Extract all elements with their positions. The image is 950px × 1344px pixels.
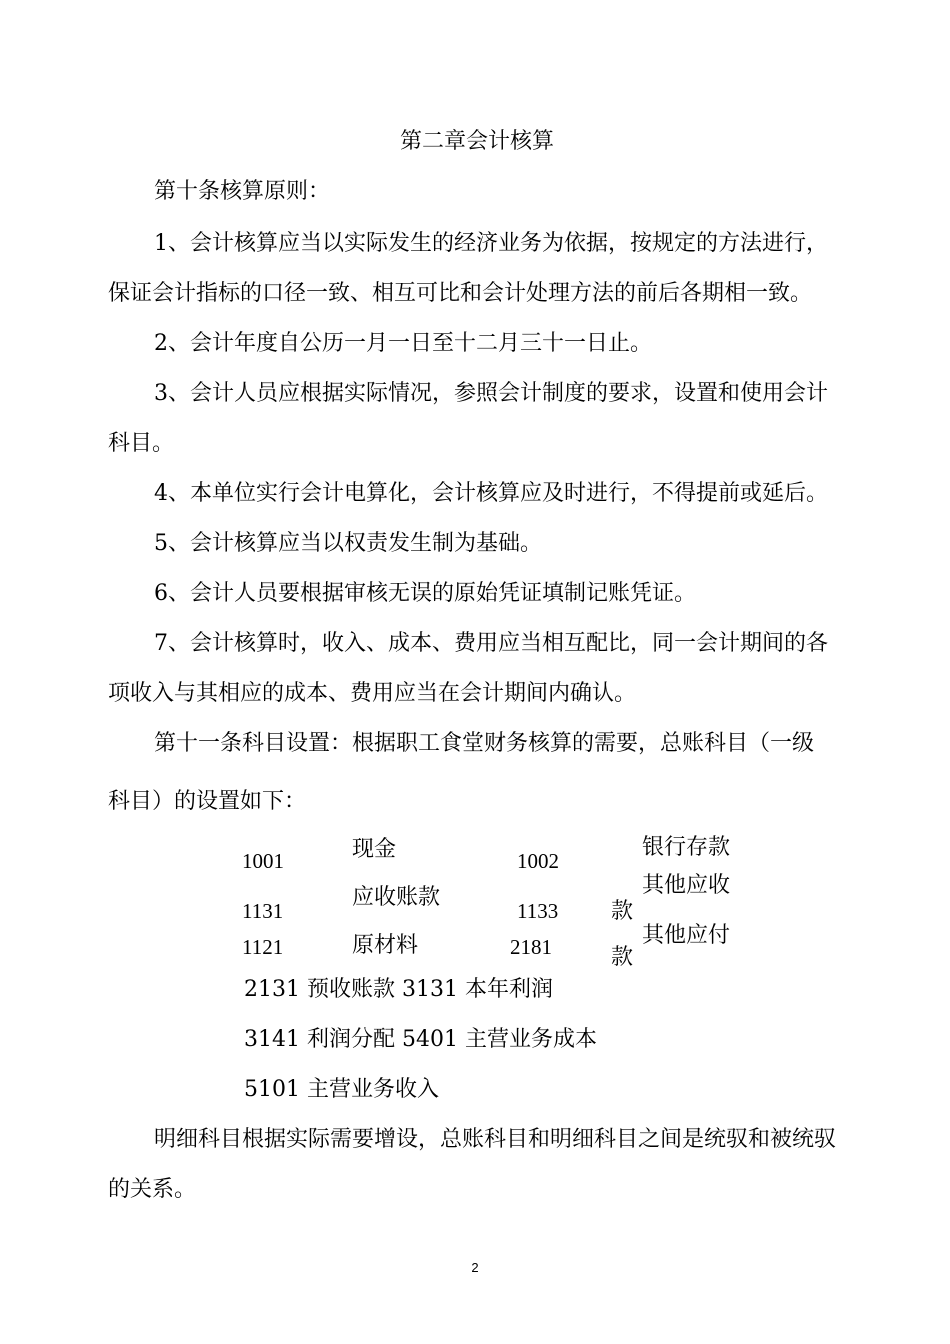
account-name-other-payable: 其他应付: [642, 923, 731, 948]
account-code-2181: 2181: [510, 935, 552, 959]
account-line-3141-5401: 3141 利润分配 5401 主营业务成本: [244, 1027, 597, 1052]
account-name-fragment: 款: [611, 899, 634, 924]
item-7-line-1: 7、会计核算时，收入、成本、费用应当相互配比，同一会计期间的各: [154, 631, 828, 656]
chapter-title: 第二章会计核算: [400, 129, 555, 154]
account-code-1131: 1131: [242, 899, 284, 923]
item-7-line-2: 项收入与其相应的成本、费用应当在会计期间内确认。: [108, 681, 637, 706]
account-name-cash: 现金: [352, 837, 397, 862]
article-11-line-2: 科目）的设置如下：: [108, 789, 307, 814]
account-name-accounts-receivable: 应收账款: [352, 885, 441, 910]
account-name-bank-deposit: 银行存款: [642, 835, 731, 860]
closing-line-1: 明细科目根据实际需要增设，总账科目和明细科目之间是统驭和被统驭: [154, 1127, 837, 1152]
account-code-1121: 1121: [242, 935, 284, 959]
account-code-1002: 1002: [517, 849, 559, 873]
account-name-fragment-clipped: 款: [611, 945, 634, 970]
page-number: 2: [471, 1260, 479, 1275]
account-name-other-receivable: 其他应收: [642, 873, 731, 898]
item-6: 6、会计人员要根据审核无误的原始凭证填制记账凭证。: [154, 581, 696, 606]
item-1-line-1: 1、会计核算应当以实际发生的经济业务为依据，按规定的方法进行，: [154, 231, 828, 256]
account-code-1001: 1001: [242, 849, 284, 873]
item-1-line-2: 保证会计指标的口径一致、相互可比和会计处理方法的前后各期相一致。: [108, 281, 813, 306]
item-3-line-2: 科目。: [108, 431, 175, 456]
item-2: 2、会计年度自公历一月一日至十二月三十一日止。: [154, 331, 652, 356]
account-line-2131-3131: 2131 预收账款 3131 本年利润: [244, 977, 553, 1002]
item-5: 5、会计核算应当以权责发生制为基础。: [154, 531, 542, 556]
article-10-title: 第十条核算原则：: [154, 179, 331, 204]
account-name-raw-materials: 原材料: [352, 933, 419, 958]
account-line-5101: 5101 主营业务收入: [244, 1077, 439, 1102]
article-11-line-1: 第十一条科目设置：根据职工食堂财务核算的需要，总账科目（一级: [154, 731, 815, 756]
item-3-line-1: 3、会计人员应根据实际情况，参照会计制度的要求，设置和使用会计: [154, 381, 828, 406]
closing-line-2: 的关系。: [108, 1177, 197, 1202]
item-4: 4、本单位实行会计电算化，会计核算应及时进行，不得提前或延后。: [154, 481, 828, 506]
account-code-1133: 1133: [517, 899, 559, 923]
